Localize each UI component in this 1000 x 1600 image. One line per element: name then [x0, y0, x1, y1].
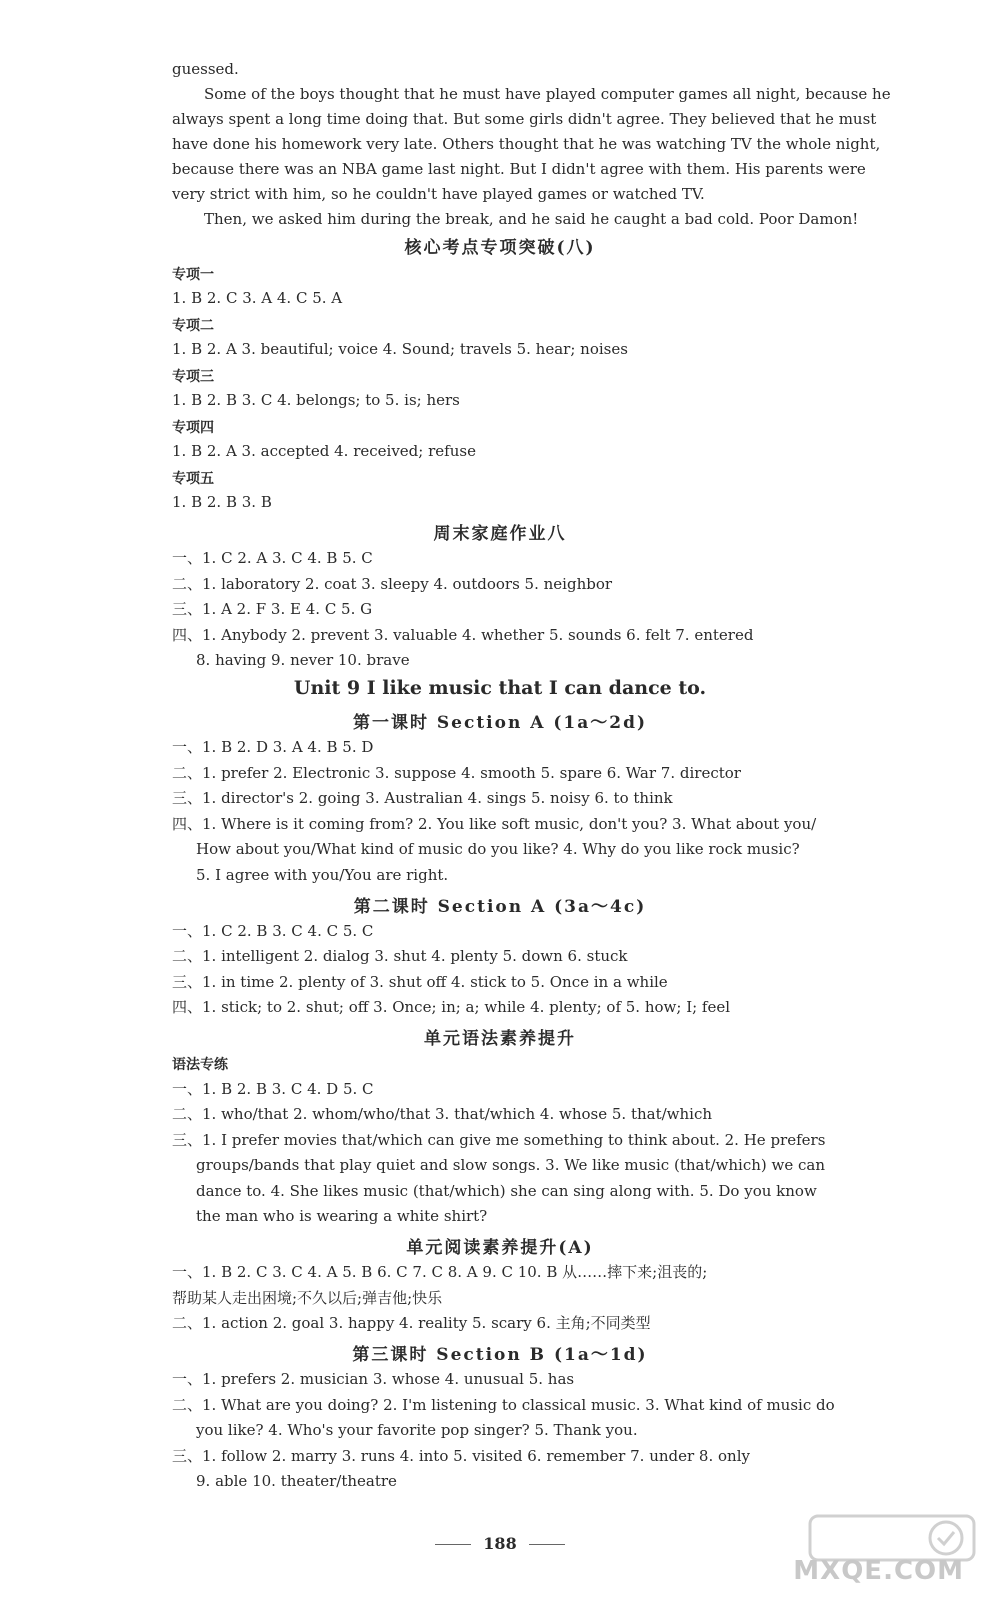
passage-line: Then, we asked him during the break, and he said he caught a bad cold. Poor Damon!: [204, 210, 859, 228]
passage-line: because there was an NBA game last night. But I didn't agree with them. His parents were: [172, 160, 866, 178]
section-title-grammar: 单元语法素养提升: [424, 1029, 576, 1049]
answer-line: How about you/What kind of music do you like? 4. Why do you like rock music?: [196, 840, 800, 858]
answer-line: 1. B 2. A 3. beautiful; voice 4. Sound; travels 5. hear; noises: [172, 340, 628, 358]
answer-line: 二、1. What are you doing? 2. I'm listening to classical music. 3. What kind of music do: [172, 1396, 835, 1414]
watermark-text: MXQE.COM: [793, 1556, 964, 1586]
answer-line: 一、1. B 2. C 3. C 4. A 5. B 6. C 7. C 8. A 9. C 10. B 从……摔下来;沮丧的;: [172, 1263, 708, 1281]
answer-line: 四、1. Where is it coming from? 2. You like soft music, don't you? 3. What about you/: [172, 815, 817, 833]
section-title-lesson2: 第二课时 Section A (3a～4c): [353, 897, 647, 917]
section-title-lesson3: 第三课时 Section B (1a～1d): [352, 1345, 648, 1365]
answer-line: 二、1. prefer 2. Electronic 3. suppose 4. smooth 5. spare 6. War 7. director: [172, 764, 741, 782]
answer-line: 三、1. follow 2. marry 3. runs 4. into 5. visited 6. remember 7. under 8. only: [172, 1447, 750, 1465]
page-number-value: 188: [483, 1534, 517, 1553]
site-watermark: [793, 1512, 980, 1590]
passage-line: always spent a long time doing that. But some girls didn't agree. They believed that he must: [172, 110, 877, 128]
page-number-dash: [529, 1544, 565, 1545]
answer-line: 二、1. action 2. goal 3. happy 4. reality 5. scary 6. 主角;不同类型: [172, 1314, 651, 1332]
answer-line: 三、1. in time 2. plenty of 3. shut off 4. stick to 5. Once in a while: [172, 973, 668, 991]
answer-line: 1. B 2. C 3. A 4. C 5. A: [172, 289, 343, 307]
answer-line: 一、1. C 2. B 3. C 4. C 5. C: [172, 922, 374, 940]
item-label: 语法专练: [172, 1057, 228, 1073]
section-title-weekend8: 周末家庭作业八: [433, 524, 567, 544]
answer-line: 一、1. prefers 2. musician 3. whose 4. unusual 5. has: [172, 1370, 575, 1388]
item-label: 专项一: [172, 267, 214, 283]
item-label: 专项四: [172, 420, 214, 436]
answer-line: 二、1. intelligent 2. dialog 3. shut 4. plenty 5. down 6. stuck: [172, 947, 628, 965]
item-label: 专项二: [172, 318, 214, 334]
item-label: 专项三: [172, 369, 214, 385]
answer-line: 1. B 2. A 3. accepted 4. received; refuse: [172, 442, 476, 460]
answer-line: 1. B 2. B 3. B: [172, 493, 272, 511]
item-label: 专项五: [172, 471, 214, 487]
passage-line: very strict with him, so he couldn't have played games or watched TV.: [172, 185, 705, 203]
answer-line: 三、1. A 2. F 3. E 4. C 5. G: [172, 600, 373, 618]
section-title-core8: 核心考点专项突破(八): [404, 238, 596, 258]
answer-line: 四、1. Anybody 2. prevent 3. valuable 4. whether 5. sounds 6. felt 7. entered: [172, 626, 754, 644]
section-title-lesson1: 第一课时 Section A (1a～2d): [352, 713, 648, 733]
passage-line: have done his homework very late. Others thought that he was watching TV the whole night,: [172, 135, 881, 153]
unit-title: Unit 9 I like music that I can dance to.: [293, 677, 707, 699]
answer-line: 四、1. stick; to 2. shut; off 3. Once; in; a; while 4. plenty; of 5. how; I; feel: [172, 998, 731, 1016]
answer-line: 三、1. director's 2. going 3. Australian 4. sings 5. noisy 6. to think: [172, 789, 673, 807]
answer-line: dance to. 4. She likes music (that/which) she can sing along with. 5. Do you know: [196, 1182, 817, 1200]
answer-line: the man who is wearing a white shirt?: [196, 1207, 488, 1225]
answer-line: 9. able 10. theater/theatre: [196, 1472, 397, 1490]
section-title-reading: 单元阅读素养提升(A): [406, 1238, 594, 1258]
answer-line: 三、1. I prefer movies that/which can give me something to think about. 2. He prefers: [172, 1131, 826, 1149]
answer-line: 一、1. C 2. A 3. C 4. B 5. C: [172, 549, 373, 567]
answer-line: 一、1. B 2. B 3. C 4. D 5. C: [172, 1080, 374, 1098]
answer-line: 二、1. who/that 2. whom/who/that 3. that/which 4. whose 5. that/which: [172, 1105, 713, 1123]
passage-line: guessed.: [172, 60, 239, 78]
answer-line: 帮助某人走出困境;不久以后;弹吉他;快乐: [172, 1289, 443, 1307]
page-number-dash: [435, 1544, 471, 1545]
passage-line: Some of the boys thought that he must have played computer games all night, because he: [204, 85, 891, 103]
answer-line: 一、1. B 2. D 3. A 4. B 5. D: [172, 738, 374, 756]
answer-line: groups/bands that play quiet and slow songs. 3. We like music (that/which) we can: [196, 1156, 825, 1174]
answer-line: 5. I agree with you/You are right.: [196, 866, 449, 884]
answer-line: 1. B 2. B 3. C 4. belongs; to 5. is; hers: [172, 391, 460, 409]
answer-line: 8. having 9. never 10. brave: [196, 651, 410, 669]
answer-line: 二、1. laboratory 2. coat 3. sleepy 4. outdoors 5. neighbor: [172, 575, 613, 593]
answer-line: you like? 4. Who's your favorite pop singer? 5. Thank you.: [196, 1421, 638, 1439]
